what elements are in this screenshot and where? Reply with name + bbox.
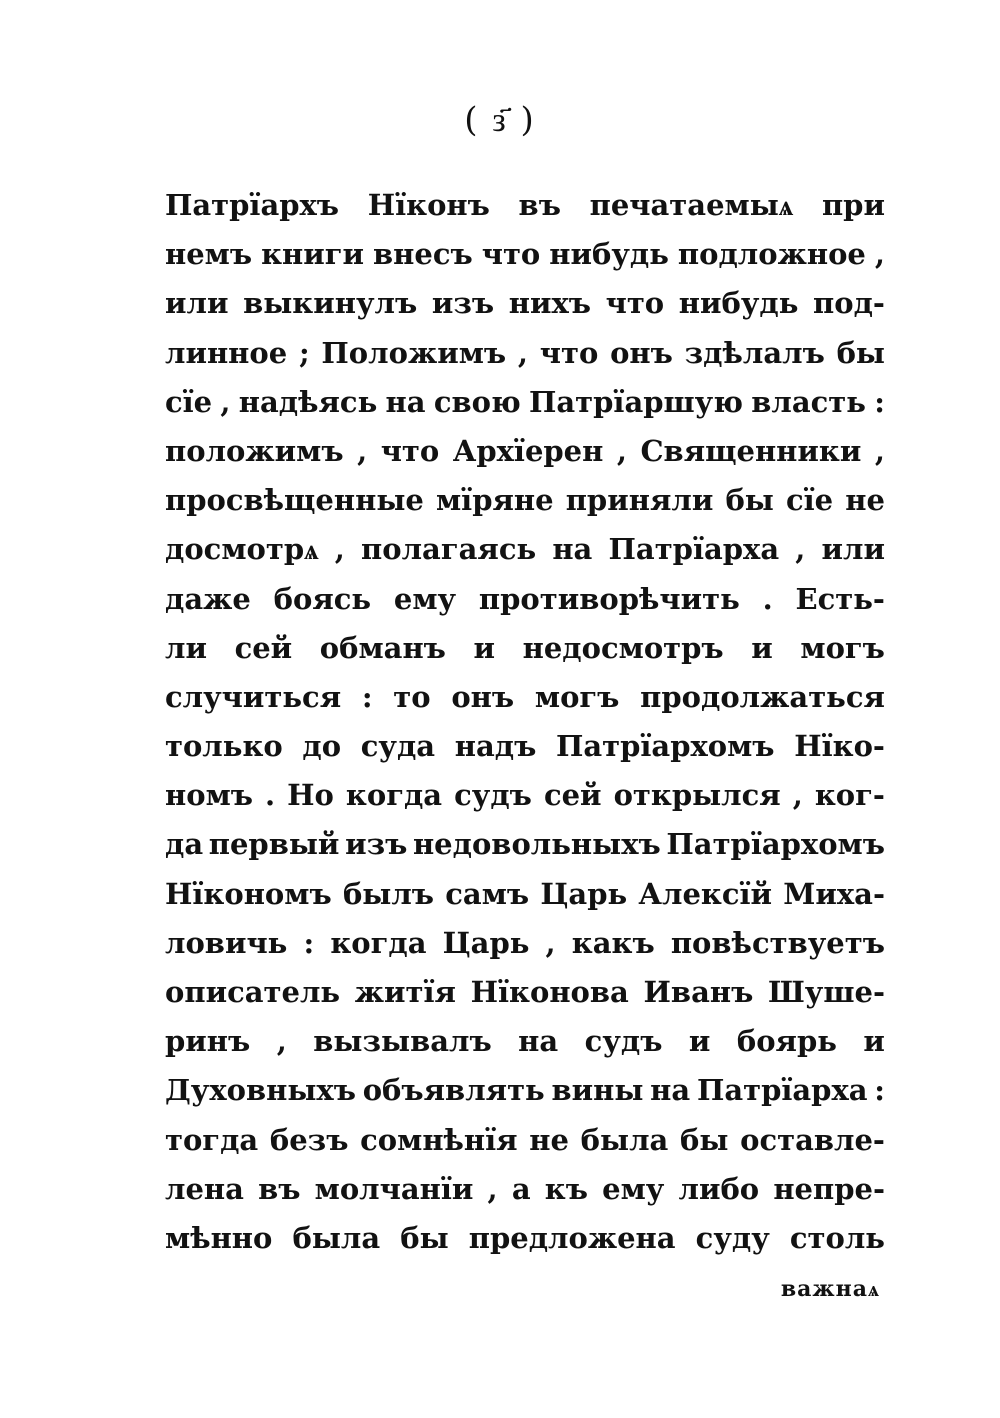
word: надъ — [454, 729, 537, 764]
word: бы — [680, 1122, 729, 1157]
word: ему — [602, 1171, 665, 1206]
word: , — [487, 1171, 498, 1206]
word: нихъ — [508, 286, 591, 321]
word: предложена — [468, 1220, 676, 1255]
word: на — [650, 1073, 691, 1108]
word: , — [792, 778, 803, 813]
word: онъ — [451, 679, 515, 714]
word: въ — [518, 188, 561, 222]
word: Патрїаршую — [529, 384, 743, 419]
word: Священники — [640, 433, 862, 468]
body-text — [165, 188, 885, 1270]
word: : — [361, 679, 373, 714]
word: сомнѣнїя — [360, 1122, 518, 1157]
word: житїя — [354, 975, 456, 1009]
word: или — [165, 286, 229, 321]
word: нибудь — [549, 237, 669, 272]
word: на — [385, 384, 426, 419]
word: : — [874, 384, 885, 419]
word: , — [795, 532, 806, 567]
word: мѣнно — [165, 1220, 273, 1255]
word: ли — [165, 630, 207, 665]
word: а — [511, 1171, 531, 1206]
word: онъ — [610, 335, 673, 370]
word: въ — [258, 1171, 301, 1206]
word: была — [580, 1122, 669, 1157]
word: и — [751, 630, 773, 665]
word: Положимъ — [321, 335, 507, 370]
word: : — [303, 925, 315, 960]
word: Нїкономъ — [165, 876, 332, 911]
word: даже — [165, 581, 251, 616]
word: была — [292, 1220, 381, 1255]
word: непре- — [773, 1171, 885, 1206]
word: ему — [393, 581, 457, 616]
word: судъ — [584, 1024, 663, 1059]
word: выкинулъ — [243, 286, 418, 321]
word: , — [545, 925, 556, 960]
word: полагаясь — [361, 532, 537, 567]
text-line — [165, 237, 885, 286]
text-line — [165, 1123, 885, 1172]
text-line — [165, 926, 885, 975]
word: когда — [345, 778, 443, 813]
word: Алексїй — [638, 876, 773, 911]
word: бы — [725, 483, 774, 518]
text-line — [165, 1221, 885, 1270]
text-line — [165, 582, 885, 631]
word: суда — [360, 729, 436, 764]
word: до — [302, 729, 342, 764]
text-line — [165, 336, 885, 385]
word: что — [539, 335, 599, 370]
word: Иванъ — [643, 975, 754, 1009]
word: то — [393, 679, 431, 714]
word: первый — [208, 827, 340, 862]
word: ловичь — [165, 925, 288, 960]
word: недосмотръ — [522, 630, 724, 665]
word: под- — [813, 286, 885, 321]
word: книги — [261, 237, 365, 272]
text-line — [165, 1024, 885, 1073]
text-line — [165, 827, 885, 876]
word: сїе — [165, 384, 213, 419]
word: только — [165, 729, 283, 764]
word: Царь — [442, 925, 530, 960]
word: къ — [544, 1171, 588, 1206]
word: Нїконова — [470, 975, 629, 1009]
word: описатель — [165, 975, 341, 1009]
word: Есть- — [795, 581, 885, 616]
word: Шуше- — [768, 975, 885, 1009]
word: молчанїи — [314, 1171, 474, 1206]
word: лена — [165, 1171, 244, 1206]
word: самъ — [445, 876, 530, 911]
word: внесъ — [373, 237, 473, 272]
word: безъ — [269, 1122, 349, 1157]
word: либо — [678, 1171, 760, 1206]
word: какъ — [571, 925, 655, 960]
word: суду — [695, 1220, 770, 1255]
word: не — [529, 1122, 569, 1157]
word: на — [552, 532, 593, 567]
word: ; — [298, 335, 310, 370]
word: что — [481, 237, 541, 272]
word: : — [874, 1073, 885, 1108]
word: нибудь — [678, 286, 799, 321]
word: что — [605, 286, 665, 321]
word: бы — [836, 335, 885, 370]
word: и — [863, 1024, 885, 1059]
word: или — [821, 532, 885, 567]
word: обманъ — [319, 630, 446, 665]
word: , — [616, 433, 627, 468]
text-line — [165, 778, 885, 827]
text-line — [165, 1073, 885, 1122]
word: изъ — [345, 827, 408, 862]
word: судъ — [454, 778, 532, 813]
word: на — [518, 1024, 559, 1059]
word: Нїко- — [794, 729, 885, 764]
word: Патрїархомъ — [555, 729, 775, 764]
text-line — [165, 729, 885, 778]
text-line — [165, 877, 885, 926]
word: случиться — [165, 679, 342, 714]
word: , — [220, 384, 231, 419]
word: , — [357, 433, 368, 468]
word: тогда — [165, 1122, 259, 1157]
word: Нїконъ — [367, 188, 490, 222]
word: Духовныхъ — [165, 1073, 356, 1108]
word: печатаемыѧ — [589, 188, 794, 222]
word: Патрїархомъ — [666, 827, 885, 862]
word: сїе — [786, 483, 834, 518]
word: власть — [751, 384, 866, 419]
word: просвѣщенные — [165, 483, 424, 518]
word: что — [380, 433, 440, 468]
word: подложное — [677, 237, 866, 272]
text-line — [165, 680, 885, 729]
word: свою — [433, 384, 521, 419]
word: когда — [330, 925, 427, 960]
word: приняли — [565, 483, 714, 518]
word: и — [473, 630, 496, 665]
word: , — [276, 1024, 287, 1059]
text-line — [165, 286, 885, 335]
word: открылся — [613, 778, 781, 813]
word: ринъ — [165, 1024, 251, 1059]
word: объявлять — [362, 1073, 545, 1108]
word: недовольныхъ — [412, 827, 661, 862]
word: , — [334, 532, 345, 567]
word: не — [845, 483, 885, 518]
word: сей — [543, 778, 602, 813]
word: здѣлалъ — [684, 335, 825, 370]
word: , — [517, 335, 529, 370]
word: продолжаться — [640, 679, 885, 714]
word: Но — [287, 778, 334, 813]
word: Царь — [540, 876, 628, 911]
word: изъ — [431, 286, 495, 321]
text-line — [165, 434, 885, 483]
word: могъ — [534, 679, 620, 714]
word: надѣясь — [238, 384, 378, 419]
word: мїряне — [435, 483, 554, 518]
word: ког- — [814, 778, 885, 813]
word: , — [874, 237, 885, 272]
text-line — [165, 1172, 885, 1221]
word: номъ — [165, 778, 254, 813]
word: вызывалъ — [313, 1024, 492, 1059]
word: . — [265, 778, 276, 813]
word: повѣствуетъ — [670, 925, 885, 960]
word: и — [688, 1024, 711, 1059]
word: боярь — [736, 1024, 837, 1059]
word: бы — [400, 1220, 449, 1255]
word: могъ — [800, 630, 885, 665]
word: . — [762, 581, 773, 616]
word: Патрїархъ — [165, 188, 340, 222]
word: при — [821, 188, 885, 222]
word: , — [874, 433, 885, 468]
word: Патрїарха — [696, 1073, 868, 1108]
text-line — [165, 975, 885, 1024]
word: оставле- — [740, 1122, 885, 1157]
word: Патрїарха — [608, 532, 780, 567]
text-line — [165, 532, 885, 581]
text-line — [165, 631, 885, 680]
word: немъ — [165, 237, 253, 272]
word: досмотрѧ — [165, 532, 319, 567]
word: Архїерен — [452, 433, 604, 468]
word: Миха- — [783, 876, 885, 911]
word: вины — [551, 1073, 644, 1108]
word: сей — [234, 630, 293, 665]
word: столь — [789, 1220, 885, 1255]
text-line — [165, 385, 885, 434]
text-line — [165, 188, 885, 237]
word: линное — [165, 335, 288, 370]
catchword: важнаѧ — [780, 1276, 880, 1302]
word: да — [165, 827, 204, 862]
page-number: ( з҃ ) — [464, 100, 536, 140]
word: боясь — [273, 581, 372, 616]
word: противорѣчить — [478, 581, 740, 616]
text-line — [165, 483, 885, 532]
word: былъ — [342, 876, 435, 911]
word: положимъ — [165, 433, 344, 468]
